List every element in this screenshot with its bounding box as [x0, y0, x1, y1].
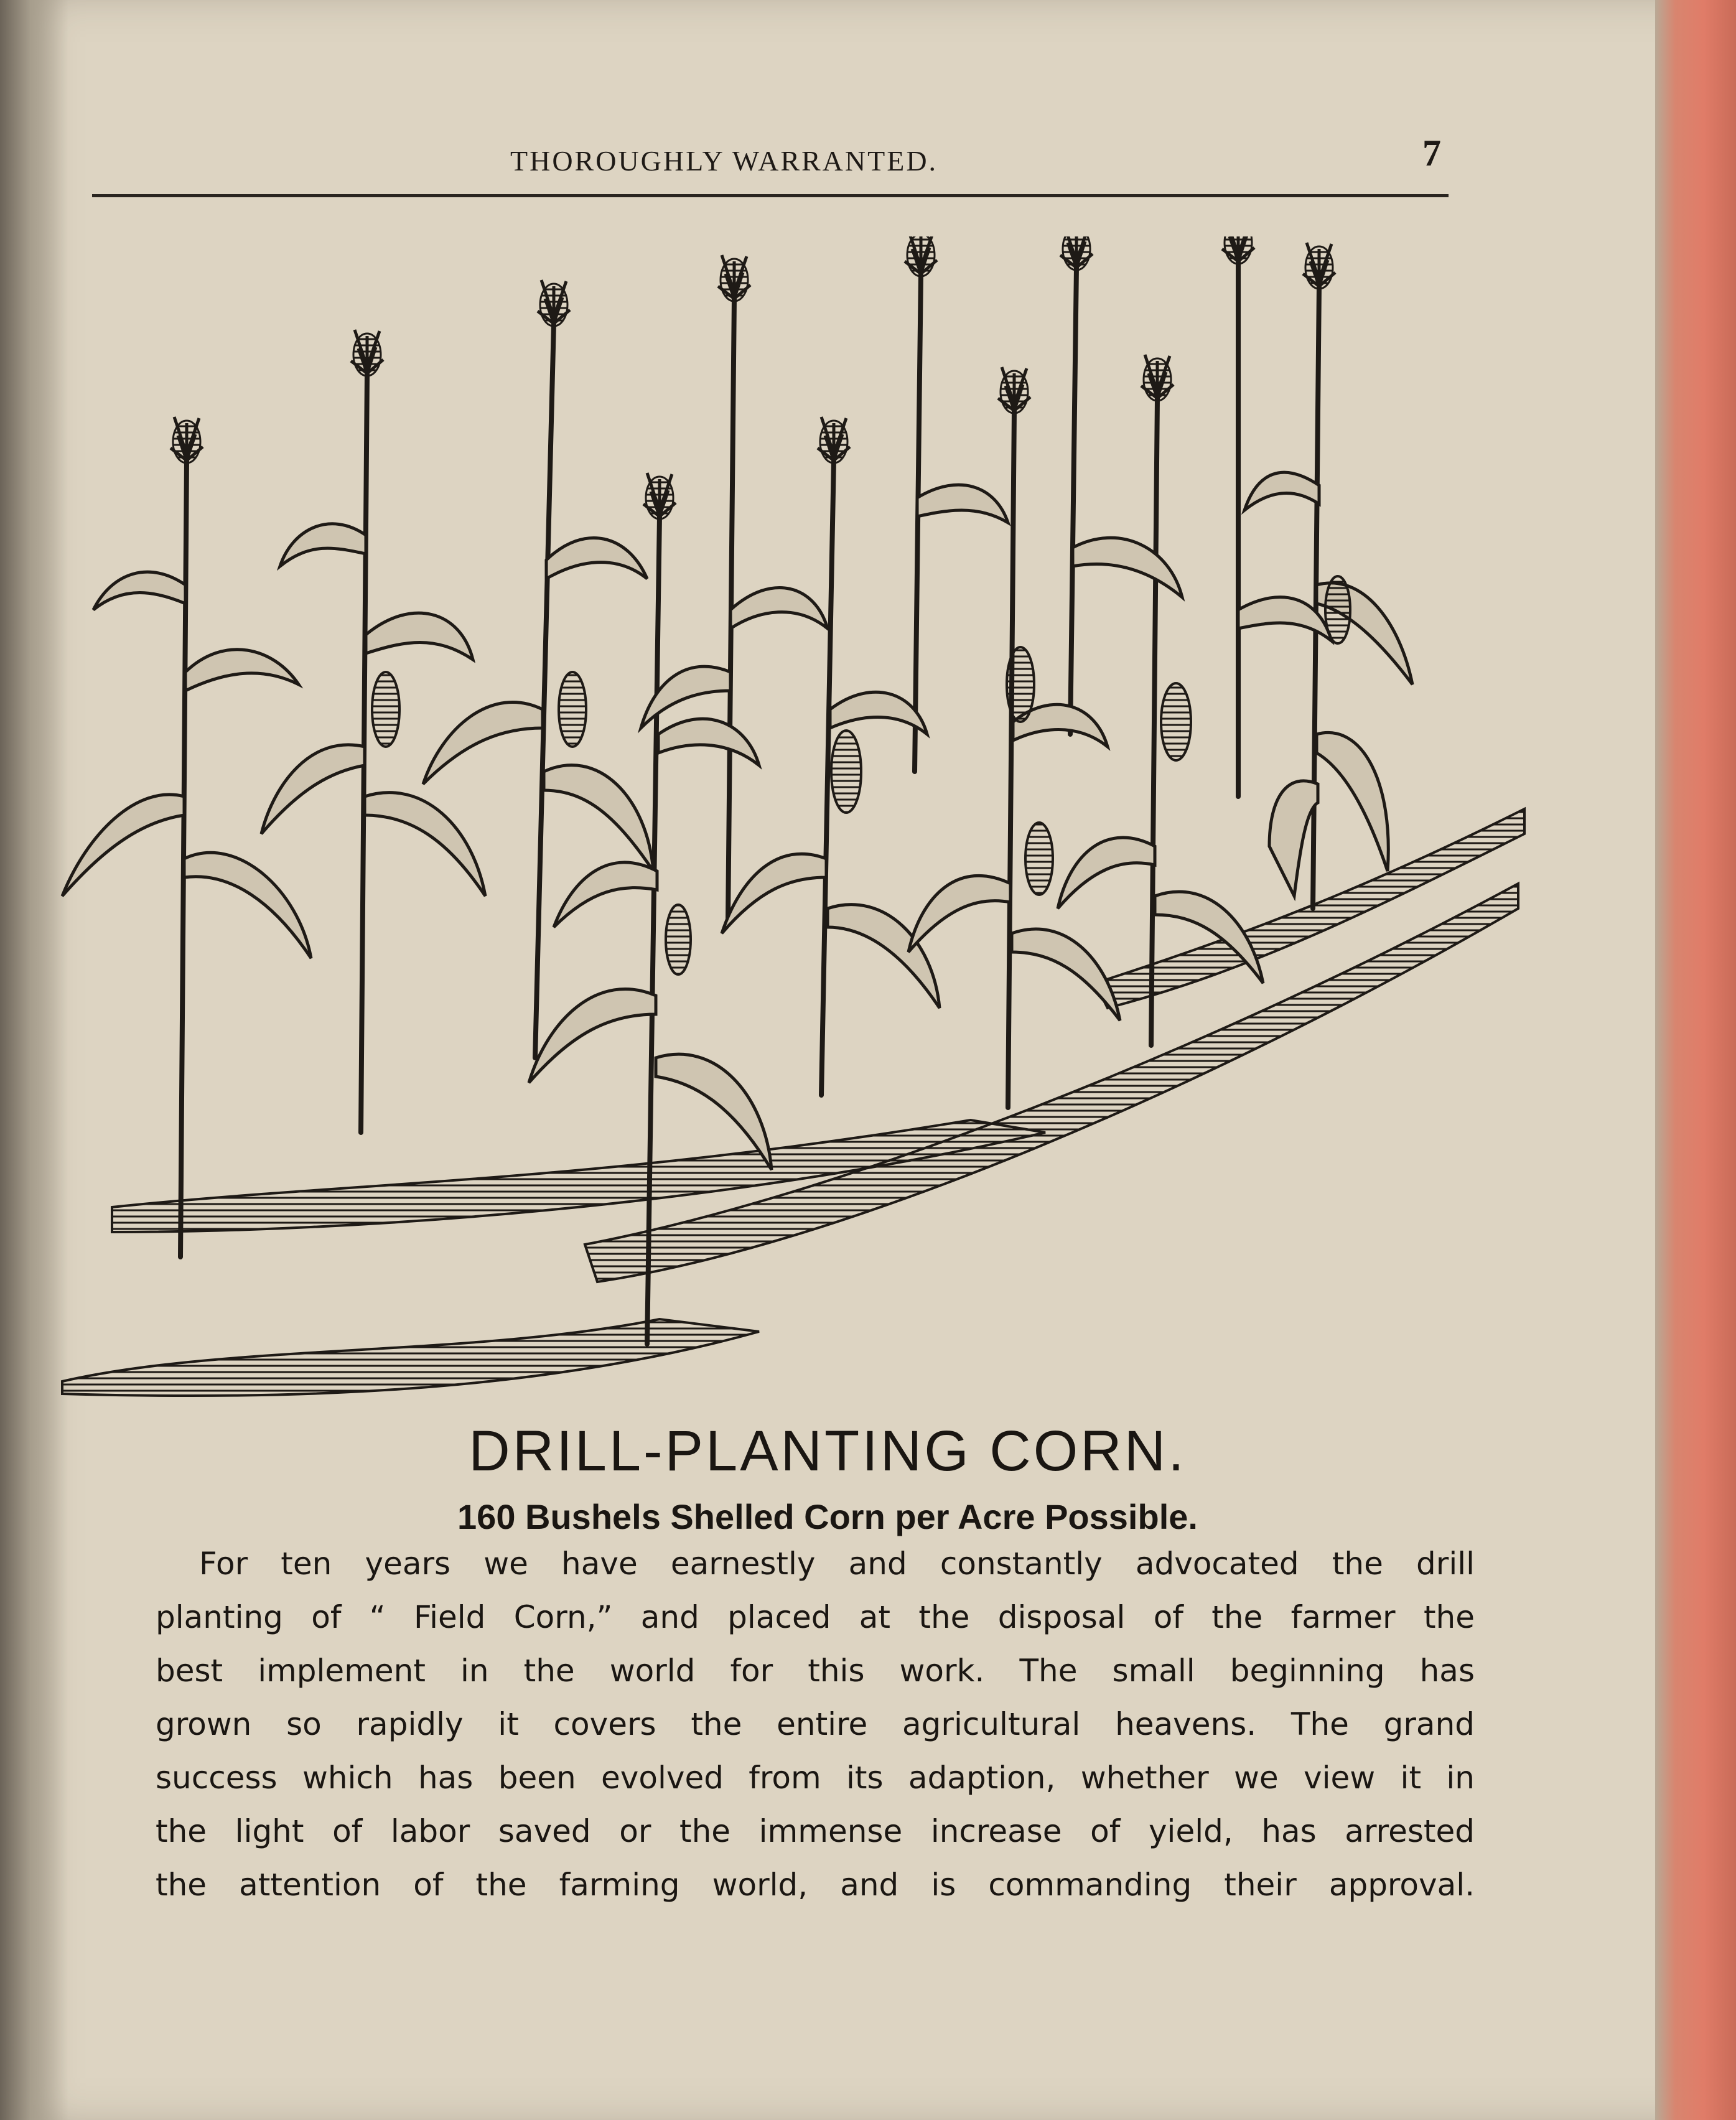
- corn-tassels: [170, 236, 1335, 519]
- article-body: [156, 1537, 1475, 1912]
- body-line: grown so rapidly it covers the entire agricultural heavens. The grand: [156, 1706, 1475, 1742]
- article-title: DRILL-PLANTING CORN.: [469, 1419, 1187, 1483]
- running-head: THOROUGHLY WARRANTED.: [510, 145, 938, 177]
- body-line: the light of labor saved or the immense increase of yield, has arrested: [156, 1813, 1475, 1849]
- body-line: success which has been evolved from its adaption, whether we view it in: [156, 1760, 1475, 1796]
- body-line: planting of “ Field Corn,” and placed at the disposal of the farmer the: [156, 1599, 1475, 1635]
- page-number: 7: [1422, 133, 1441, 174]
- body-line: the attention of the farming world, and is commanding their approval.: [156, 1867, 1475, 1903]
- article-subtitle: 160 Bushels Shelled Corn per Acre Possible.: [457, 1497, 1198, 1536]
- book-cover-edge: [1655, 0, 1736, 2120]
- body-line: best implement in the world for this work. The small beginning has: [156, 1653, 1475, 1689]
- header-rule: [92, 194, 1449, 197]
- corn-field-illustration: [37, 236, 1531, 1406]
- body-line: For ten years we have earnestly and constantly advocated the drill: [199, 1546, 1475, 1582]
